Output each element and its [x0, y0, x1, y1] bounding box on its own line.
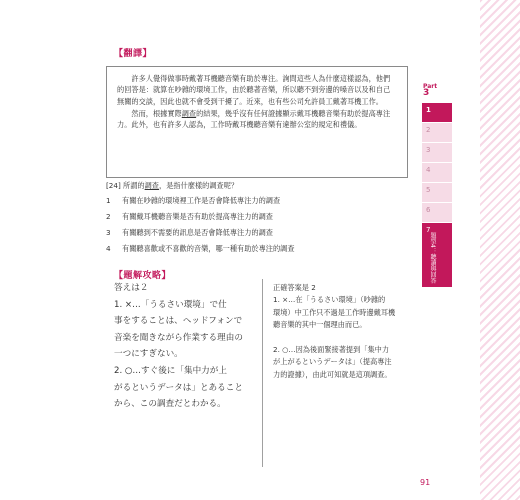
strategy-heading: 【題解攻略】	[114, 271, 172, 281]
tab-5[interactable]: 5	[422, 183, 452, 202]
column-divider	[262, 279, 263, 467]
japanese-explanation	[114, 280, 252, 413]
jp-line: 1. ×…「うるさい環境」で仕	[114, 299, 227, 310]
option-2: 2 有關戴耳機聽音樂是否有助於提高專注力的調查	[106, 212, 273, 221]
translation-paragraph-1: 許多人覺得做事時戴著耳機聽音樂有助於專注。詢問這些人為什麼這樣認為，他們的回答是：就算在吵雜的環境工作，由於聽著音樂，所以聽不到旁邊的嗓音以及和自己無關的交談，因此也就不會受到干擾了。近來，也有些公司允許員工戴著耳機工作。	[117, 74, 391, 106]
jp-line: 音楽を聞きながら作業する理由の	[114, 332, 243, 343]
cn-line	[273, 332, 415, 344]
page-number: 91	[420, 478, 431, 487]
translation-heading: 【翻譯】	[114, 49, 153, 59]
translation-paragraph-2: 然而，根據實際調查的結果，幾乎沒有任何證據顯示戴耳機聽音樂有助於提高專注力。此外，也有許多人認為，工作時戴耳機聽音樂有違辦公室的規定和禮儀。	[117, 108, 391, 130]
cn-line: 聽音樂的其中一個理由而已。	[273, 320, 367, 330]
cn-line: 環境）中工作只不過是工作時邊戴耳機	[273, 307, 396, 317]
jp-line: 一つにすぎない。	[114, 349, 183, 360]
cn-line: 力的證據），由此可知就是這項調查。	[273, 369, 392, 379]
chinese-explanation	[273, 282, 415, 381]
tab-3[interactable]: 3	[422, 143, 452, 162]
tab-7[interactable]: 7	[422, 223, 452, 287]
decorative-stripes	[480, 0, 520, 500]
jp-line: 答えは２	[114, 283, 149, 293]
jp-line: から、この調査だとわかる。	[114, 399, 226, 410]
option-1: 1 有關在吵雜的環境裡工作是否會降低專注力的調查	[106, 196, 281, 205]
tab-6[interactable]: 6	[422, 203, 452, 222]
cn-line: 2. ○…因為後面緊接著提到「集中力	[273, 345, 390, 355]
part-label: Part 3	[423, 83, 438, 98]
option-4: 4 有關聽喜歡或不喜歡的音樂，哪一種有助於專注的調查	[106, 244, 295, 253]
question-text: [24] 所謂的調查，是指什麼樣的調查呢？	[106, 181, 239, 190]
jp-line: 事をすることは、ヘッドフォンで	[114, 316, 243, 327]
option-3: 3 有關聽到不需要的訊息是否會降低專注力的調查	[106, 228, 273, 237]
cn-line: 1. ×…在「うるさい環境」（吵雜的	[273, 295, 386, 305]
tab-2[interactable]: 2	[422, 123, 452, 142]
sidebar-vertical-title: 題型4：聽讀與回答	[429, 232, 436, 284]
cn-line: 正確答案是 2	[273, 283, 316, 292]
translation-box	[106, 66, 408, 178]
cn-line: が上がるというデータは」（提高專注	[273, 357, 392, 367]
tab-4[interactable]: 4	[422, 163, 452, 182]
jp-line: がるというデータは」とあること	[114, 382, 243, 393]
jp-line: 2. ○…すぐ後に「集中力が上	[114, 365, 227, 376]
tab-1[interactable]: 1	[422, 103, 452, 122]
